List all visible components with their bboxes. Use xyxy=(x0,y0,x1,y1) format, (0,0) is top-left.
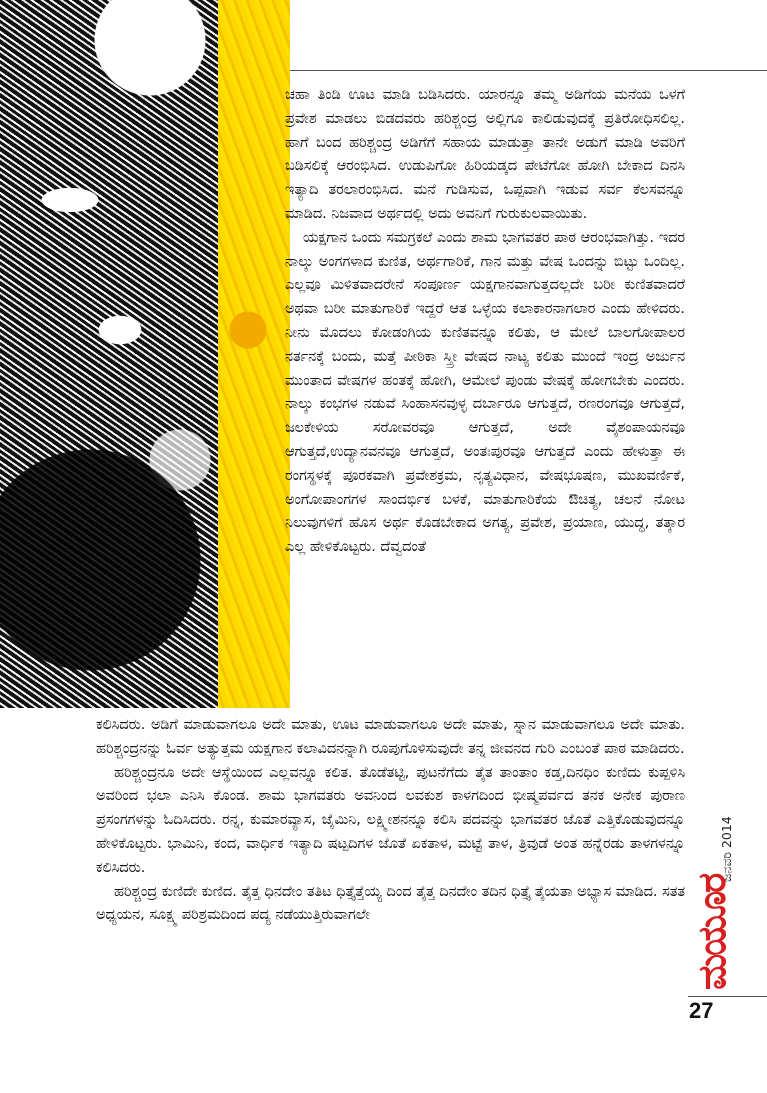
magazine-side-label xyxy=(690,800,740,990)
paragraph: ಹರಿಶ್ಚಂದ್ರನೂ ಅದೇ ಆಸ್ಥೆಯಿಂದ ಎಲ್ಲವನ್ನೂ ಕಲಿತ. ತೊಡೆತಟ್ಟಿ, ಪುಟನೆಗೆದು ತೈತ ತಾಂತಾಂ ಕಡ್ತ,ದಿನಧಿಂ ಕುಣಿದು ಕುಪ್ಪಳಿಸಿ ಅವರಿಂದ ಭಲಾ ಎನಿಸಿ ಕೊಂಡ. ಶಾಮ ಭಾಗವತರು ಅವನಿಂದ ಲವಕುಶ ಕಾಳಗದಿಂದ ಭೀಷ್ಮಪರ್ವದ ತನಕ ಅನೇಕ ಪುರಾಣ ಪ್ರಸಂಗಗಳನ್ನು ಓದಿಸಿದರು. ರನ್ನ, ಕುಮಾರವ್ಯಾಸ, ಜೈಮಿನಿ, ಲಕ್ಷ್ಮೀಶನನ್ನೂ ಕಲಿಸಿ ಪದವನ್ನು ಭಾಗವತರ ಜೊತೆ ಎತ್ತಿಕೊಡುವುದನ್ನೂ ಹೇಳಿಕೊಟ್ಟರು. ಭಾಮಿನಿ, ಕಂದ, ವಾರ್ಧಿಕ ಇತ್ಯಾದಿ ಷಟ್ಪದಿಗಳ ಜೊತೆ ಏಕತಾಳ, ಮಟ್ಟೆ ತಾಳ, ತ್ರಿವುಡೆ ಅಂತ ಹನ್ನೆರಡು ತಾಳಗಳನ್ನೂ ಕಲಿಸಿದರು. xyxy=(96,764,685,876)
article-column xyxy=(285,84,685,560)
paragraph: ಯಕ್ಷಗಾನ ಒಂದು ಸಮಗ್ರಕಲೆ ಎಂದು ಶಾಮ ಭಾಗವತರ ಪಾಠ ಆರಂಭವಾಗಿತ್ತು. ಇದರ ನಾಲ್ಕು ಅಂಗಗಳಾದ ಕುಣಿತ, ಅರ್ಥಗಾರಿಕೆ, ಗಾನ ಮತ್ತು ವೇಷ ಒಂದನ್ನು ಬಿಟ್ಟು ಒಂದಿಲ್ಲ. ಎಲ್ಲವೂ ಮಿಳಿತವಾದರೇನೆ ಸಂಪೂರ್ಣ ಯಕ್ಷಗಾನವಾಗುತ್ತದಲ್ಲದೇ ಬರೀ ಕುಣಿತವಾದರೆ ಅಥವಾ ಬರೀ ಮಾತುಗಾರಿಕೆ ಇದ್ದರೆ ಆತ ಒಳ್ಳೆಯ ಕಲಾಕಾರನಾಗಲಾರ ಎಂದು ಹೇಳಿದರು. ನೀನು ಮೊದಲು ಕೋಡಂಗಿಯ ಕುಣಿತವನ್ನೂ ಕಲಿತು, ಆ ಮೇಲೆ ಬಾಲಗೋಪಾಲರ ನರ್ತನಕ್ಕೆ ಬಂದು, ಮತ್ತೆ ಪೀಠಿಕಾ ಸ್ತ್ರೀ ವೇಷದ ನಾಟ್ಯ ಕಲಿತು ಮುಂದೆ ಇಂದ್ರ ಅರ್ಜುನ ಮುಂತಾದ ವೇಷಗಳ ಹಂತಕ್ಕೆ ಹೋಗಿ, ಆಮೇಲೆ ಪುಂಡು ವೇಷಕ್ಕೆ ಹೋಗಬೇಕು ಎಂದರು. ನಾಲ್ಕು ಕಂಭಗಳ ನಡುವೆ ಸಿಂಹಾಸನವುಳ್ಳ ದರ್ಬಾರೂ ಆಗುತ್ತದೆ, ರಣರಂಗವೂ ಆಗುತ್ತದೆ, ಜಲಕೇಳಿಯ ಸರೋವರವೂ ಆಗುತ್ತದೆ, ಅದೇ ವೈಶಂಪಾಯನವೂ ಆಗುತ್ತದೆ,ಉದ್ಯಾನವನವೂ ಆಗುತ್ತದೆ, ಅಂತಃಪುರವೂ ಆಗುತ್ತದೆ ಎಂದು ಹೇಳುತ್ತಾ ಈ ರಂಗಸ್ಥಳಕ್ಕೆ ಪೂರಕವಾಗಿ ಪ್ರವೇಶಕ್ರಮ, ನೃತ್ಯವಿಧಾನ, ವೇಷಭೂಷಣ, ಮುಖವರ್ಣಿಕೆ, ಅಂಗೋಪಾಂಗಗಳ ಸಾಂದರ್ಭಿಕ ಬಳಕೆ, ಮಾತುಗಾರಿಕೆಯ ಔಚಿತ್ಯ, ಚಲನೆ ನೋಟ ನಿಲುವುಗಳಿಗೆ ಹೊಸ ಅರ್ಥ ಕೊಡಬೇಕಾದ ಅಗತ್ಯ, ಪ್ರವೇಶ, ಪ್ರಯಾಣ, ಯುದ್ಧ, ತತ್ಕಾರ ಎಲ್ಲ ಹೇಳಿಕೊಟ್ಟರು. ದೆವ್ವದಂತೆ xyxy=(285,229,685,556)
portrait-yellow-strip xyxy=(218,0,290,708)
portrait-photo xyxy=(0,0,290,708)
paragraph: ಹರಿಶ್ಚಂದ್ರ ಕುಣಿದೇ ಕುಣಿದ. ತೈತ್ತ ಧಿನದೇಂ ತತಿಟ ಧಿತ್ತೈತ್ತೆಯ್ಯ ದಿಂದ ತೈತ್ತ ದಿನದೇಂ ತದಿನ ಧಿತ್ತೈ ತೈಯತಾ ಅಭ್ಯಾಸ ಮಾಡಿದ. ಸತತ ಅಧ್ಯಯನ, ಸೂಕ್ಷ್ಮ ಪರಿಶ್ರಮದಿಂದ ಪದ್ಯ ನಡೆಯುತ್ತಿರುವಾಗಲೇ xyxy=(96,883,685,924)
portrait-bw-halftone xyxy=(0,0,225,708)
paragraph: ಚಹಾ ತಿಂಡಿ ಊಟ ಮಾಡಿ ಬಡಿಸಿದರು. ಯಾರನ್ನೂ ತಮ್ಮ ಅಡಿಗೆಯ ಮನೆಯ ಒಳಗೆ ಪ್ರವೇಶ ಮಾಡಲು ಬಿಡದವರು ಹರಿಶ್ಚಂದ್ರ ಅಲ್ಲಿಗೂ ಕಾಲಿಡುವುದಕ್ಕೆ ಪ್ರತಿರೋಧಿಸಲಿಲ್ಲ. ಹಾಗೆ ಬಂದ ಹರಿಶ್ಚಂದ್ರ ಅಡಿಗೆಗೆ ಸಹಾಯ ಮಾಡುತ್ತಾ ತಾನೇ ಅಡುಗೆ ಮಾಡಿ ಅವರಿಗೆ ಬಡಿಸಲಿಕ್ಕೆ ಆರಂಭಿಸಿದ. ಉಡುಪಿಗೋ ಹಿರಿಯಡ್ಕದ ಪೇಟೆಗೋ ಹೋಗಿ ಬೇಕಾದ ದಿನಸಿ ಇತ್ಯಾದಿ ತರಲಾರಂಭಿಸಿದ. ಮನೆ ಗುಡಿಸುವ, ಒಪ್ಪವಾಗಿ ಇಡುವ ಸರ್ವ ಕೆಲಸವನ್ನೂ ಮಾಡಿದ. ನಿಜವಾದ ಅರ್ಥದಲ್ಲಿ ಅದು ಅವನಿಗೆ ಗುರುಕುಲವಾಯಿತು. xyxy=(285,87,685,222)
page-number: 27 xyxy=(689,998,714,1023)
top-rule xyxy=(290,70,767,71)
issue-date: ಜನವರಿ 2014 xyxy=(719,816,734,882)
article-full-width xyxy=(96,714,685,928)
magazine-logo: ಮಯೂರ xyxy=(690,874,734,990)
paragraph: ಕಲಿಸಿದರು. ಅಡಿಗೆ ಮಾಡುವಾಗಲೂ ಅದೇ ಮಾತು, ಊಟ ಮಾಡುವಾಗಲೂ ಅದೇ ಮಾತು, ಸ್ನಾನ ಮಾಡುವಾಗಲೂ ಅದೇ ಮಾತು. ಹರಿಶ್ಚಂದ್ರನನ್ನು ಓರ್ವ ಅತ್ಯುತ್ತಮ ಯಕ್ಷಗಾನ ಕಲಾವಿದನನ್ನಾಗಿ ರೂಪುಗೊಳಿಸುವುದೇ ತನ್ನ ಜೀವನದ ಗುರಿ ಎಂಬಂತೆ ಪಾಠ ಮಾಡಿದರು. xyxy=(96,717,685,757)
